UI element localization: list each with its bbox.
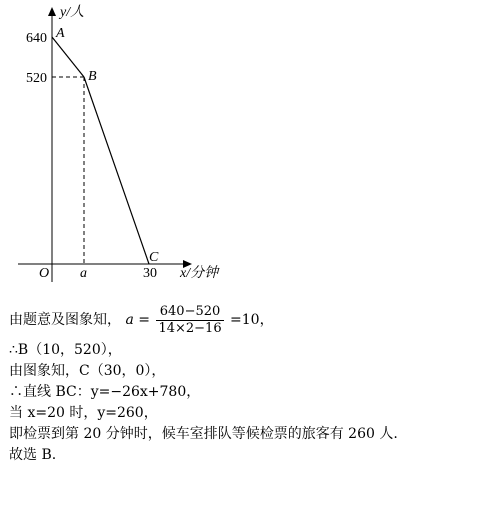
line1-result: =10， (230, 312, 274, 328)
y-axis-label: y/人 (60, 5, 85, 20)
solution-line-1 (9, 300, 489, 340)
x-tick-30: 30 (143, 266, 157, 281)
point-C-label: C (149, 250, 159, 265)
y-tick-520: 520 (26, 71, 47, 86)
solution-text (9, 300, 489, 466)
solution-line-5: 当 x=20 时，y=260， (9, 405, 158, 421)
segment-BC (84, 77, 149, 264)
solution-line-3: 由图象知，C（30，0）， (9, 363, 166, 379)
origin-label: O (39, 266, 50, 281)
solution-line-6: 即检票到第 20 分钟时，候车室排队等候检票的旅客有 260 人. (9, 426, 398, 442)
x-tick-a: a (80, 266, 87, 281)
fraction-numerator: 640−520 (156, 304, 223, 321)
fraction-denominator: 14×2−16 (158, 320, 222, 336)
fraction (156, 304, 223, 337)
segment-AB (52, 37, 84, 77)
line1-eq: = (138, 312, 150, 328)
solution-line-4: ∴直线 BC：y=−26x+780， (9, 384, 201, 400)
line1-prefix: 由题意及图象知， (9, 312, 121, 328)
point-A-label: A (56, 26, 65, 41)
line1-var: a (125, 312, 134, 328)
x-axis-label: x/分钟 (180, 266, 219, 281)
solution-line-2: ∴B（10，520）， (9, 342, 122, 358)
solution-line-7: 故选 B. (9, 447, 57, 463)
y-axis-arrow-icon (48, 7, 56, 16)
point-B-label: B (88, 69, 97, 84)
y-tick-640: 640 (26, 31, 47, 46)
